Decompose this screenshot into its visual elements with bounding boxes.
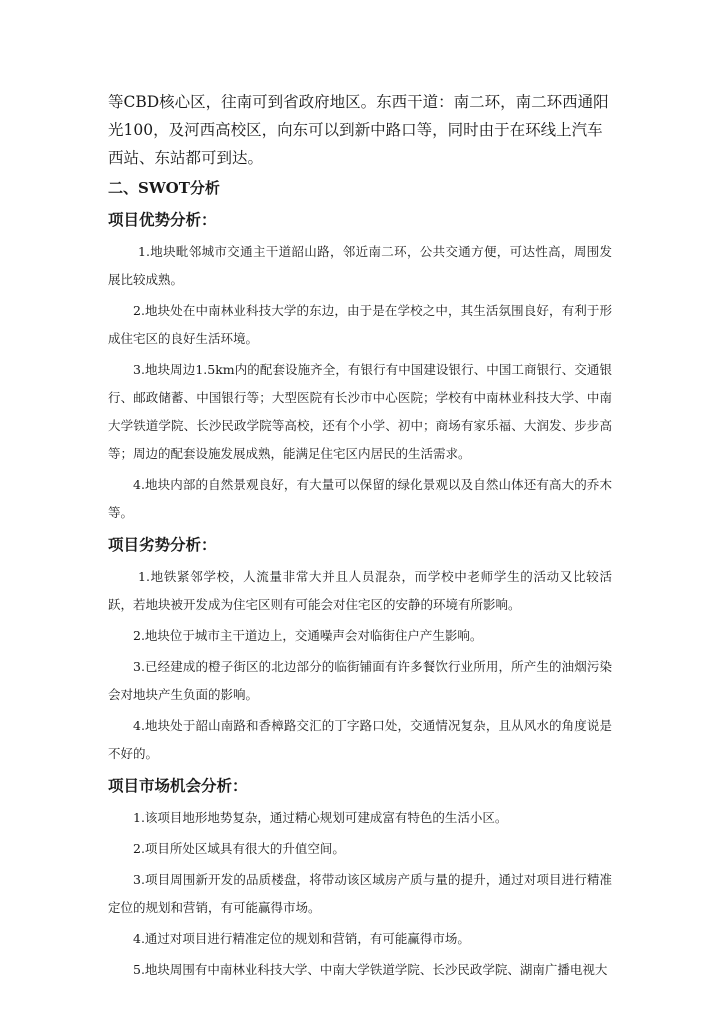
strength-item: 2.地块处在中南林业科技大学的东边，由于是在学校之中，其生活氛围良好，有利于形成住宅区的良好生活环境。	[108, 303, 612, 346]
strengths-heading: 项目优势分析：	[108, 210, 217, 229]
section-title: 二、SWOT分析	[108, 179, 220, 197]
opportunity-item: 2.项目所处区域具有很大的升值空间。	[133, 841, 345, 856]
intro-paragraph: 等CBD核心区，往南可到省政府地区。东西干道：南二环，南二环西通阳光100，及河西高校区，向东可以到新中路口等，同时由于在环线上汽车西站、东站都可到达。	[108, 93, 609, 167]
strength-item: 4.地块内部的自然景观良好，有大量可以保留的绿化景观以及自然山体还有高大的乔木等。	[108, 477, 612, 520]
weakness-item: 2.地块位于城市主干道边上，交通噪声会对临街住户产生影响。	[133, 628, 483, 643]
weaknesses-heading: 项目劣势分析：	[108, 535, 217, 554]
opportunity-item: 5.地块周围有中南林业科技大学、中南大学铁道学院、长沙民政学院、湖南广播电视大	[133, 962, 608, 977]
weakness-item: 1.地铁紧邻学校，人流量非常大并且人员混杂，而学校中老师学生的活动又比较活跃，若地块被开发成为住宅区则有可能会对住宅区的安静的环境有所影响。	[108, 569, 612, 612]
document-page	[108, 88, 612, 987]
weakness-item: 3.已经建成的橙子街区的北边部分的临街铺面有许多餐饮行业所用，所产生的油烟污染会对地块产生负面的影响。	[108, 659, 612, 702]
strength-item: 1.地块毗邻城市交通主干道韶山路，邻近南二环，公共交通方便，可达性高，周围发展比较成熟。	[108, 244, 612, 287]
opportunity-item: 3.项目周围新开发的品质楼盘，将带动该区域房产质与量的提升，通过对项目进行精准定位的规划和营销，有可能赢得市场。	[108, 872, 612, 915]
strength-item: 3.地块周边1.5km内的配套设施齐全，有银行有中国建设银行、中国工商银行、交通银行、邮政储蓄、中国银行等；大型医院有长沙市中心医院；学校有中南林业科技大学、中南大学铁道学院、长沙民政学院等高校，还有个小学、初中；商场有家乐福、大润发、步步高等；周边的配套设施发展成熟，能满足住宅区内居民的生活需求。	[108, 362, 612, 461]
opportunities-heading: 项目市场机会分析：	[108, 776, 248, 795]
opportunity-item: 1.该项目地形地势复杂，通过精心规划可建成富有特色的生活小区。	[133, 810, 508, 825]
weakness-item: 4.地块处于韶山南路和香樟路交汇的丁字路口处，交通情况复杂，且从风水的角度说是不好的。	[108, 718, 612, 761]
opportunity-item: 4.通过对项目进行精准定位的规划和营销，有可能赢得市场。	[133, 931, 470, 946]
